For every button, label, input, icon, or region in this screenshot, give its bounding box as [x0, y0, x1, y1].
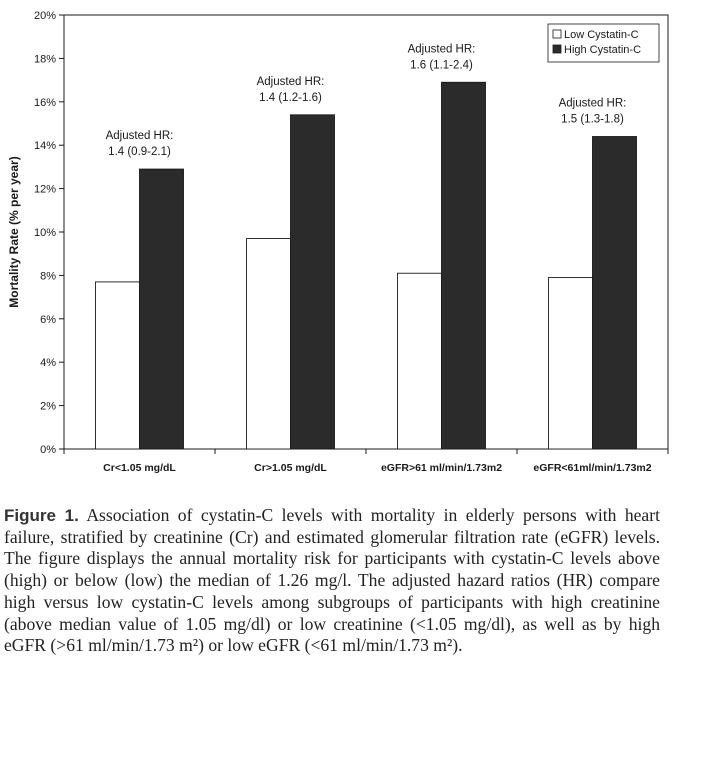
- figure-caption-text: Association of cystatin-C levels with mortality in elderly persons with heart failure, stratified by creatinine (Cr) and estimated glomerular filtration rate (eGFR) levels. The figure displays the annual mortality risk for participants with cystatin-C levels above (high) or below (low) the median of 1.26 mg/l. The adjusted hazard ratios (HR) compare high versus low cystatin-C levels among subgroups of participants with high creatinine (above median value of 1.05 mg/dl) or low creatinine (<1.05 mg/dl), as well as by high eGFR (>61 ml/min/1.73 m²) or low eGFR (<61 ml/min/1.73 m²).: [4, 505, 660, 656]
- legend-swatch-high: [553, 45, 561, 53]
- y-tick-label: 14%: [33, 140, 56, 153]
- y-tick-label: 12%: [33, 183, 56, 196]
- y-axis-label: Mortality Rate (% per year): [7, 156, 21, 308]
- annotation-hr-value: 1.5 (1.3-1.8): [561, 113, 624, 126]
- annotation-title: Adjusted HR:: [407, 43, 476, 56]
- annotation-title: Adjusted HR:: [105, 130, 174, 143]
- y-tick-label: 2%: [40, 400, 56, 413]
- bar-high-cystatin: [140, 169, 184, 449]
- y-tick-label: 4%: [40, 357, 56, 370]
- y-tick-label: 8%: [40, 270, 56, 283]
- figure-caption: [4, 505, 660, 657]
- y-tick-label: 10%: [33, 227, 56, 239]
- legend-label-high: High Cystatin-C: [564, 44, 642, 56]
- annotation-hr-value: 1.6 (1.1-2.4): [410, 59, 473, 72]
- legend: [548, 24, 659, 62]
- bars: [96, 82, 637, 449]
- bar-low-cystatin: [247, 239, 291, 449]
- annotation-title: Adjusted HR:: [558, 97, 627, 110]
- annotation-hr-value: 1.4 (0.9-2.1): [108, 146, 171, 159]
- x-tick-label: eGFR<61ml/min/1.73m2: [533, 462, 652, 474]
- annotation-hr-value: 1.4 (1.2-1.6): [259, 91, 322, 104]
- y-tick-label: 0%: [40, 444, 56, 456]
- y-tick-label: 18%: [33, 53, 56, 66]
- x-tick-label: eGFR>61 ml/min/1.73m2: [380, 462, 503, 474]
- bar-high-cystatin: [442, 82, 486, 449]
- y-tick-label: 6%: [40, 313, 56, 326]
- bar-low-cystatin: [96, 282, 140, 449]
- bar-high-cystatin: [593, 137, 637, 449]
- bar-high-cystatin: [291, 115, 335, 449]
- y-tick-label: 16%: [33, 96, 56, 109]
- bar-low-cystatin: [549, 278, 593, 449]
- x-tick-label: Cr<1.05 mg/dL: [103, 462, 176, 474]
- x-tick-label: Cr>1.05 mg/dL: [254, 462, 327, 474]
- bar-low-cystatin: [398, 273, 442, 449]
- legend-swatch-low: [553, 30, 561, 38]
- x-axis: [64, 449, 668, 474]
- y-axis: [34, 10, 64, 456]
- annotation-title: Adjusted HR:: [256, 75, 325, 88]
- y-tick-label: 20%: [33, 10, 56, 22]
- legend-label-low: Low Cystatin-C: [564, 29, 639, 41]
- figure-label: Figure 1.: [4, 506, 79, 525]
